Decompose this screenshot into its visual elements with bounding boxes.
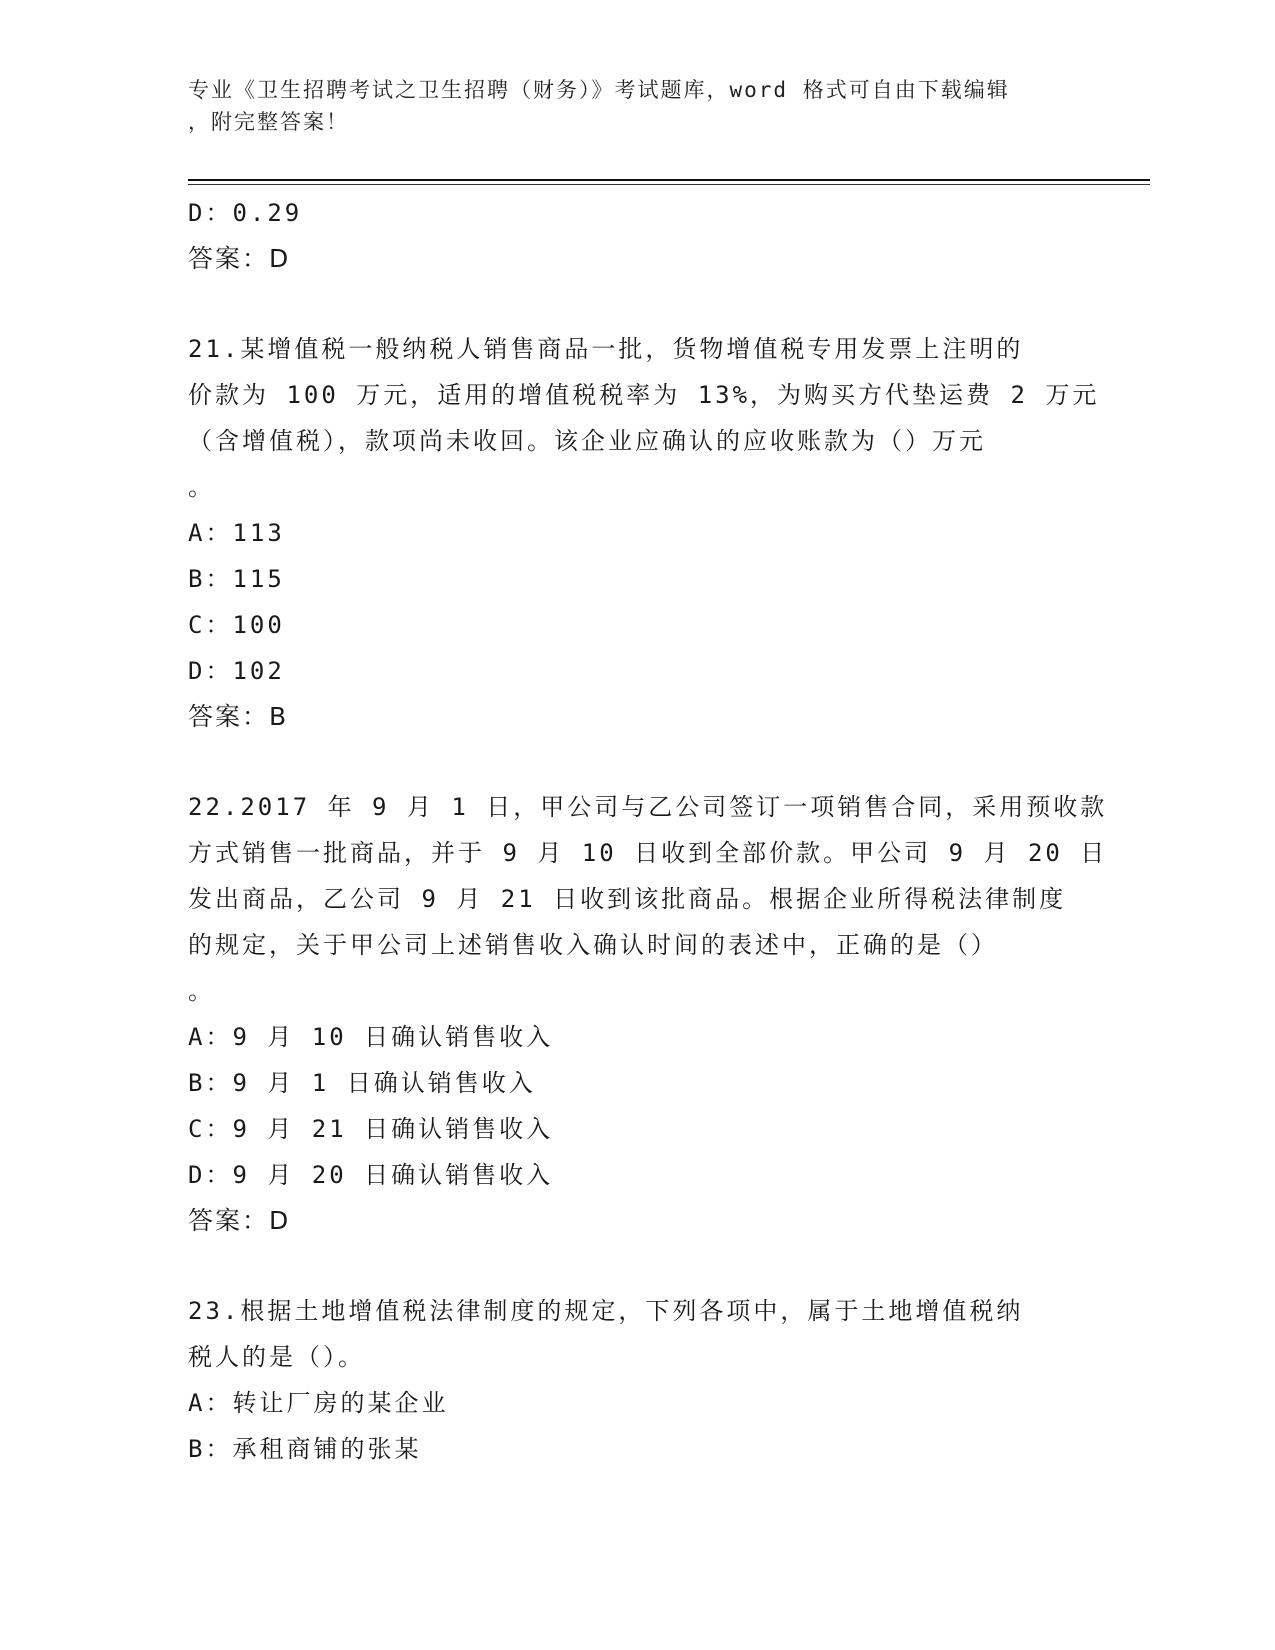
question-text-line: 。 — [188, 473, 215, 501]
question-text-line: 的规定，关于甲公司上述销售收入确认时间的表述中，正确的是（） — [188, 931, 998, 959]
question-body — [188, 190, 1108, 1472]
question-text-line: 方式销售一批商品，并于 9 月 10 日收到全部价款。甲公司 9 月 20 日 — [188, 839, 1108, 867]
question-21 — [188, 326, 1100, 740]
question-text-line: 税人的是（）。 — [188, 1343, 365, 1371]
header-line-1: 专业《卫生招聘考试之卫生招聘（财务）》考试题库，word 格式可自由下载编辑 — [188, 78, 1010, 102]
option-c: C：9 月 21 日确认销售收入 — [188, 1115, 554, 1143]
header-line-2: ，附完整答案！ — [188, 110, 349, 134]
option-d: D：9 月 20 日确认销售收入 — [188, 1161, 554, 1189]
document-header — [188, 74, 1088, 138]
answer: 答案：D — [188, 244, 291, 273]
question-23 — [188, 1288, 1088, 1472]
question-text-line: 。 — [188, 977, 215, 1005]
question-text-line: （含增值税），款项尚未收回。该企业应确认的应收账款为（）万元 — [188, 427, 986, 455]
option-c: C：100 — [188, 611, 285, 639]
option-b: B：9 月 1 日确认销售收入 — [188, 1069, 536, 1097]
option-d: D：102 — [188, 657, 285, 685]
question-text-line: 价款为 100 万元，适用的增值税税率为 13%，为购买方代垫运费 2 万元 — [188, 381, 1100, 409]
option-a: A：转让厂房的某企业 — [188, 1389, 449, 1417]
question-22 — [188, 784, 1108, 1244]
question-text-line: 21.某增值税一般纳税人销售商品一批，货物增值税专用发票上注明的 — [188, 335, 1024, 363]
answer: 答案：B — [188, 702, 289, 731]
option-a: A：9 月 10 日确认销售收入 — [188, 1023, 554, 1051]
question-text-line: 22.2017 年 9 月 1 日，甲公司与乙公司签订一项销售合同，采用预收款 — [188, 793, 1108, 821]
option-b: B：115 — [188, 565, 285, 593]
option-d: D：0.29 — [188, 199, 303, 227]
answer: 答案：D — [188, 1206, 291, 1235]
header-rule-thin — [188, 184, 1150, 185]
option-a: A：113 — [188, 519, 285, 547]
option-b: B：承租商铺的张某 — [188, 1435, 422, 1463]
question-text-line: 发出商品，乙公司 9 月 21 日收到该批商品。根据企业所得税法律制度 — [188, 885, 1067, 913]
question-text-line: 23.根据土地增值税法律制度的规定，下列各项中，属于土地增值税纳 — [188, 1297, 1024, 1325]
header-rule-thick — [188, 179, 1150, 181]
